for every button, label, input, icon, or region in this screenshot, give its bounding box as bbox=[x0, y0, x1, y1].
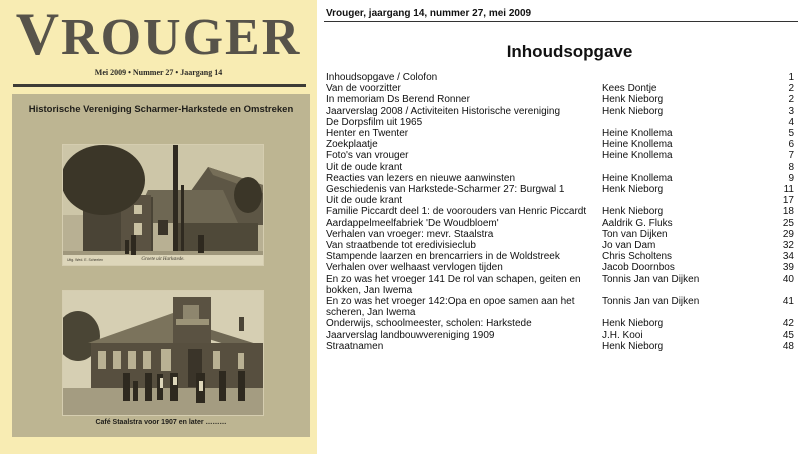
entry-title: Stampende laarzen en brencarriers in de Woldstreek bbox=[326, 251, 560, 263]
header-rule bbox=[324, 21, 798, 22]
entry-author: Jacob Doornbos bbox=[602, 262, 675, 274]
entry-author: Henk Nieborg bbox=[602, 184, 664, 196]
toc-entry bbox=[326, 206, 794, 217]
toc-entry bbox=[326, 173, 794, 184]
entry-title: Van straatbende tot eredivisieclub bbox=[326, 240, 476, 252]
contents-page bbox=[320, 0, 799, 454]
entry-page: 41 bbox=[782, 296, 794, 308]
entry-title: In memoriam Ds Berend Ronner bbox=[326, 94, 470, 106]
toc-entry bbox=[326, 195, 794, 206]
photo-caption: Café Staalstra voor 1907 en later ……… bbox=[95, 419, 227, 426]
masthead-rule bbox=[13, 84, 306, 87]
entry-page: 4 bbox=[788, 116, 794, 128]
entry-title: Verhalen van vroeger: mevr. Staalstra bbox=[326, 228, 494, 240]
entry-author: Aaldrik G. Fluks bbox=[602, 217, 673, 229]
entry-page: 2 bbox=[788, 83, 794, 95]
entry-author: Henk Nieborg bbox=[602, 340, 664, 352]
entry-author: Heine Knollema bbox=[602, 150, 673, 162]
entry-title: Jaarverslag landbouwvereniging 1909 bbox=[326, 329, 495, 341]
magazine-cover bbox=[0, 0, 317, 454]
entry-author: Jo van Dam bbox=[602, 240, 656, 252]
entry-title: Geschiedenis van Harkstede-Scharmer 27: Burgwal 1 bbox=[326, 184, 565, 196]
entry-title: Van de voorzitter bbox=[326, 83, 401, 95]
entry-page: 11 bbox=[783, 184, 794, 196]
entry-page: 8 bbox=[788, 161, 794, 173]
entry-author: Tonnis Jan van Dijken bbox=[602, 296, 700, 308]
entry-author: Tonnis Jan van Dijken bbox=[602, 273, 700, 285]
entry-author: Henk Nieborg bbox=[602, 318, 664, 330]
entry-title: Familie Piccardt deel 1: de voorouders van Henric Piccardt bbox=[326, 206, 587, 218]
entry-page: 34 bbox=[782, 251, 794, 263]
toc-entry bbox=[326, 240, 794, 251]
entry-title: Jaarverslag 2008 / Activiteiten Historische vereniging bbox=[326, 105, 561, 117]
entry-page: 18 bbox=[782, 206, 794, 218]
entry-page: 3 bbox=[788, 105, 794, 117]
toc-entry bbox=[326, 72, 794, 83]
masthead-rest: ROUGER bbox=[61, 9, 302, 66]
entry-title: Uit de oude krant bbox=[326, 161, 403, 173]
entry-page: 7 bbox=[788, 150, 794, 162]
entry-page: 5 bbox=[788, 128, 794, 140]
issue-line: Mei 2009 • Nummer 27 • Jaargang 14 bbox=[94, 68, 223, 77]
farmhouse-illustration bbox=[63, 145, 263, 265]
entry-page: 25 bbox=[782, 217, 794, 229]
entry-page: 32 bbox=[782, 240, 794, 252]
entry-page: 48 bbox=[782, 340, 794, 352]
toc-entry bbox=[326, 94, 794, 105]
entry-title: En zo was het vroeger 141 De rol van schapen, geiten en bokken, Jan Iwema bbox=[326, 273, 581, 296]
cafe-illustration bbox=[63, 291, 263, 415]
photo-credit: Uitg. Wed. E. Scheelen bbox=[67, 258, 104, 262]
entry-page: 29 bbox=[782, 228, 794, 240]
toc-entry bbox=[326, 296, 794, 318]
toc-entry bbox=[326, 128, 794, 139]
entry-title: Henter en Twenter bbox=[326, 128, 409, 140]
entry-page: 42 bbox=[782, 318, 794, 330]
entry-author: Chris Scholtens bbox=[602, 251, 673, 263]
entry-page: 45 bbox=[782, 329, 794, 341]
entry-author: J.H. Kooi bbox=[602, 329, 643, 341]
entry-title: Inhoudsopgave / Colofon bbox=[326, 72, 438, 83]
toc-entry bbox=[326, 318, 794, 329]
entry-title: Foto's van vrouger bbox=[326, 150, 409, 162]
entry-author: Ton van Dijken bbox=[602, 228, 668, 240]
table-of-contents bbox=[326, 72, 794, 352]
toc-entry bbox=[326, 229, 794, 240]
entry-author: Heine Knollema bbox=[602, 172, 673, 184]
farmhouse-photo bbox=[62, 144, 264, 266]
page-title: Inhoudsopgave bbox=[506, 42, 633, 61]
entry-title: Verhalen over welhaast vervlogen tijden bbox=[326, 262, 503, 274]
entry-author: Henk Nieborg bbox=[602, 94, 664, 106]
entry-title: Straatnamen bbox=[326, 340, 384, 352]
toc-entry bbox=[326, 83, 794, 94]
entry-title: Onderwijs, schoolmeester, scholen: Harkstede bbox=[326, 318, 532, 330]
entry-title: Uit de oude krant bbox=[326, 195, 403, 207]
cafe-staalstra-photo bbox=[62, 290, 264, 416]
entry-title: Zoekplaatje bbox=[326, 139, 378, 151]
toc-entry bbox=[326, 218, 794, 229]
toc-entry bbox=[326, 262, 794, 273]
entry-page: 17 bbox=[782, 195, 794, 207]
entry-page: 39 bbox=[782, 262, 794, 274]
entry-author: Heine Knollema bbox=[602, 139, 673, 151]
entry-page: 9 bbox=[788, 172, 794, 184]
running-head: Vrouger, jaargang 14, nummer 27, mei 2009 bbox=[326, 8, 532, 19]
entry-title: De Dorpsfilm uit 1965 bbox=[326, 116, 423, 128]
toc-entry bbox=[326, 341, 794, 352]
entry-page: 1 bbox=[788, 72, 794, 83]
entry-author: Henk Nieborg bbox=[602, 206, 664, 218]
entry-author: Henk Nieborg bbox=[602, 105, 664, 117]
toc-entry bbox=[326, 184, 794, 195]
entry-title: Aardappelmeelfabriek 'De Woudbloem' bbox=[326, 217, 499, 229]
photo-inset-caption: Groete uit Harkstede. bbox=[141, 257, 185, 262]
masthead bbox=[0, 1, 317, 67]
entry-page: 2 bbox=[788, 94, 794, 106]
masthead-initial: V bbox=[15, 1, 62, 67]
entry-page: 40 bbox=[782, 273, 794, 285]
entry-author: Heine Knollema bbox=[602, 128, 673, 140]
toc-entry bbox=[326, 106, 794, 117]
toc-entry bbox=[326, 150, 794, 161]
entry-page: 6 bbox=[788, 139, 794, 151]
toc-entry bbox=[326, 251, 794, 262]
toc-entry bbox=[326, 117, 794, 128]
toc-entry bbox=[326, 274, 794, 296]
toc-entry bbox=[326, 330, 794, 341]
society-name: Historische Vereniging Scharmer-Harkstede en Omstreken bbox=[28, 104, 294, 115]
cover-panel bbox=[12, 94, 310, 437]
toc-entry bbox=[326, 162, 794, 173]
entry-title: En zo was het vroeger 142:Opa en opoe samen aan het scheren, Jan Iwema bbox=[326, 296, 575, 319]
toc-entry bbox=[326, 139, 794, 150]
entry-author: Kees Dontje bbox=[602, 83, 657, 95]
entry-title: Reacties van lezers en nieuwe aanwinsten bbox=[326, 172, 515, 184]
